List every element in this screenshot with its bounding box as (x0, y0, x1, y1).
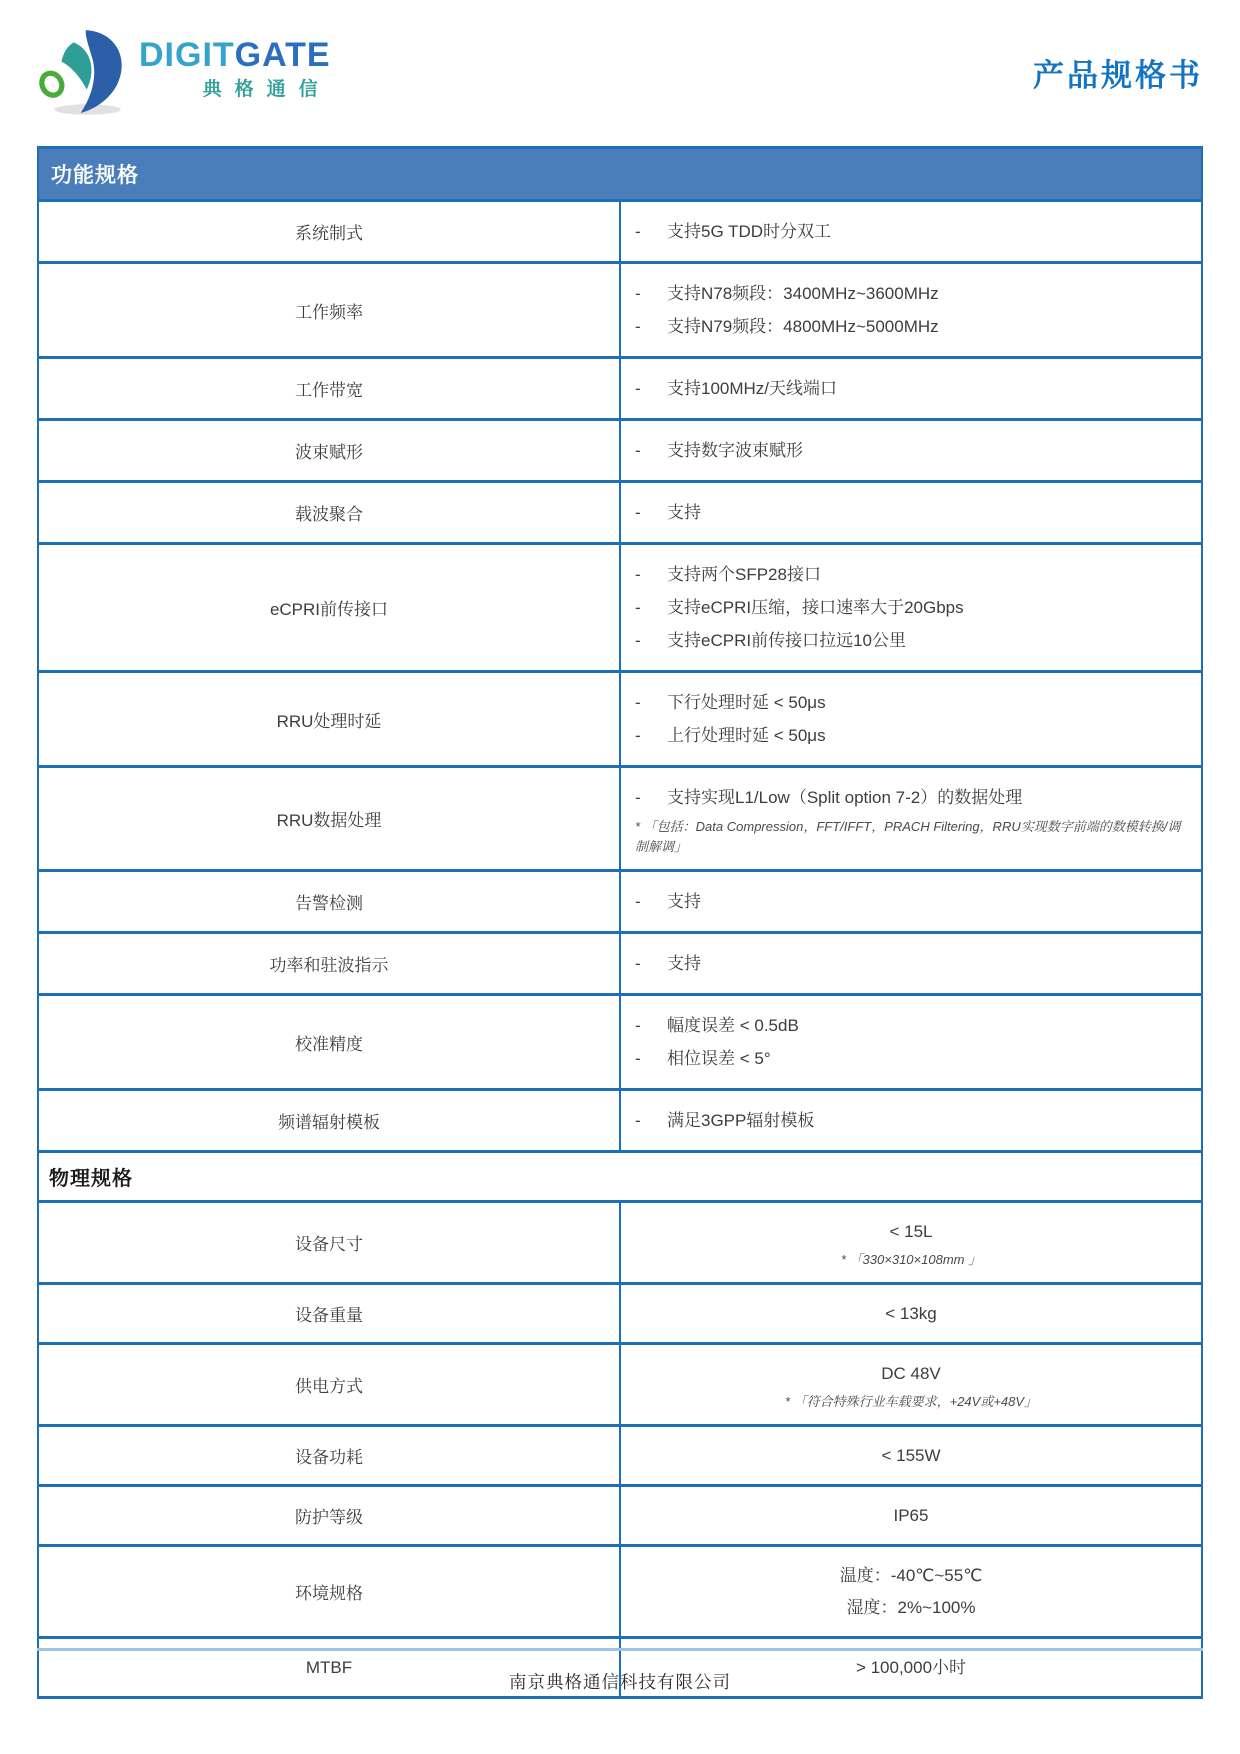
spec-item-text: 满足3GPP辐射模板 (667, 1111, 815, 1130)
spec-item (635, 689, 1187, 716)
spec-label: 供电方式 (38, 1344, 620, 1426)
spec-item-text: 支持两个SFP28接口 (667, 565, 821, 584)
spec-row (38, 995, 1202, 1090)
spec-value-cell (620, 1090, 1202, 1152)
bullet-dash: - (635, 788, 641, 807)
spec-item-text: 支持100MHz/天线端口 (667, 379, 838, 398)
spec-row (38, 201, 1202, 263)
bullet-dash: - (635, 441, 641, 460)
brand-name-secondary: GATE (234, 36, 331, 74)
bullet-dash: - (635, 1111, 641, 1130)
spec-value-cell (620, 1284, 1202, 1344)
functional-rows (38, 201, 1202, 1152)
spec-row (38, 1344, 1202, 1426)
spec-value-cell (620, 482, 1202, 544)
spec-row (38, 1090, 1202, 1152)
physical-section-title: 物理规格 (38, 1152, 1202, 1202)
spec-item-text: 支持 (667, 503, 701, 522)
bullet-dash: - (635, 565, 641, 584)
bullet-dash: - (635, 379, 641, 398)
spec-label: 告警检测 (38, 871, 620, 933)
spec-label: 设备尺寸 (38, 1202, 620, 1284)
spec-note: * 「包括：Data Compression，FFT/IFFT，PRACH Filtering，RRU实现数字前端的数模转换/调制解调」 (635, 819, 1181, 854)
spec-item-text: 相位误差 < 5° (667, 1049, 771, 1068)
spec-value-cell (620, 1344, 1202, 1426)
spec-value-cell (620, 358, 1202, 420)
spec-label: 校准精度 (38, 995, 620, 1090)
spec-item-text: 支持5G TDD时分双工 (667, 222, 832, 241)
spec-label: RRU处理时延 (38, 672, 620, 767)
bullet-dash: - (635, 1016, 641, 1035)
spec-value-cell (620, 871, 1202, 933)
spec-label: 功率和驻波指示 (38, 933, 620, 995)
bullet-dash: - (635, 317, 641, 336)
spec-item (635, 1045, 1187, 1072)
spec-item-text: 上行处理时延 < 50μs (667, 726, 826, 745)
spec-value-cell (620, 1426, 1202, 1486)
spec-value-text: DC 48V (881, 1364, 941, 1383)
bullet-dash: - (635, 892, 641, 911)
company-name: 南京典格通信科技有限公司 (509, 1672, 731, 1692)
bullet-dash: - (635, 693, 641, 712)
spec-row (38, 263, 1202, 358)
logo-swirl-icon (37, 28, 133, 116)
spec-label: 设备功耗 (38, 1426, 620, 1486)
spec-item (635, 722, 1187, 749)
spec-label: 工作频率 (38, 263, 620, 358)
spec-note: * 「符合特殊行业车载要求，+24V或+48V」 (784, 1394, 1038, 1409)
functional-section-header-row (38, 148, 1202, 201)
brand-name-primary: DIGIT (139, 36, 235, 74)
spec-row (38, 1546, 1202, 1638)
spec-item (635, 888, 1187, 915)
page-footer (37, 1648, 1203, 1694)
spec-value-cell (620, 201, 1202, 263)
spec-value-cell (620, 767, 1202, 871)
brand-name (139, 38, 331, 72)
spec-label: 载波聚合 (38, 482, 620, 544)
spec-item (635, 594, 1187, 621)
spec-value-cell (620, 420, 1202, 482)
spec-row (38, 871, 1202, 933)
spec-item-text: 支持 (667, 892, 701, 911)
spec-item (635, 280, 1187, 307)
spec-label: 频谱辐射模板 (38, 1090, 620, 1152)
spec-label: RRU数据处理 (38, 767, 620, 871)
bullet-dash: - (635, 222, 641, 241)
spec-row (38, 482, 1202, 544)
spec-value-cell (620, 544, 1202, 672)
bullet-dash: - (635, 503, 641, 522)
spec-label: eCPRI前传接口 (38, 544, 620, 672)
spec-value-text: < 13kg (885, 1304, 937, 1323)
spec-row (38, 420, 1202, 482)
spec-label: 环境规格 (38, 1546, 620, 1638)
spec-row (38, 544, 1202, 672)
spec-note: * 「330×310×108mm 」 (840, 1252, 982, 1267)
spec-item (635, 499, 1187, 526)
spec-label: 防护等级 (38, 1486, 620, 1546)
spec-item (635, 1012, 1187, 1039)
spec-item-text: 支持eCPRI前传接口拉远10公里 (667, 631, 906, 650)
spec-row (38, 1486, 1202, 1546)
spec-item (635, 1107, 1187, 1134)
spec-row (38, 767, 1202, 871)
spec-value-cell (620, 1486, 1202, 1546)
spec-value-text: < 155W (881, 1446, 941, 1465)
footer-divider (37, 1648, 1203, 1651)
functional-section-title: 功能规格 (38, 148, 1202, 201)
spec-item (635, 437, 1187, 464)
spec-value-text: 温度：-40℃~55℃ (839, 1566, 983, 1585)
spec-value-cell (620, 995, 1202, 1090)
spec-item (635, 313, 1187, 340)
spec-item-text: 支持N78频段：3400MHz~3600MHz (667, 284, 939, 303)
spec-item-text: 下行处理时延 < 50μs (667, 693, 826, 712)
bullet-dash: - (635, 1049, 641, 1068)
document-title: 产品规格书 (1033, 57, 1203, 93)
spec-table (37, 146, 1203, 1699)
spec-row (38, 1426, 1202, 1486)
spec-item (635, 627, 1187, 654)
spec-item (635, 950, 1187, 977)
page-header (37, 28, 1203, 116)
spec-value-cell (620, 263, 1202, 358)
physical-rows (38, 1202, 1202, 1698)
spec-value-cell (620, 933, 1202, 995)
spec-item (635, 218, 1187, 245)
spec-value-text: < 15L (889, 1222, 933, 1241)
spec-label: 工作带宽 (38, 358, 620, 420)
bullet-dash: - (635, 631, 641, 650)
brand-name-chinese: 典格通信 (202, 79, 331, 100)
spec-label: 设备重量 (38, 1284, 620, 1344)
bullet-dash: - (635, 598, 641, 617)
spec-item-text: 幅度误差 < 0.5dB (667, 1016, 799, 1035)
spec-value-text: 湿度：2%~100% (846, 1598, 976, 1617)
spec-item-text: 支持eCPRI压缩，接口速率大于20Gbps (667, 598, 964, 617)
bullet-dash: - (635, 284, 641, 303)
spec-value-cell (620, 1546, 1202, 1638)
spec-item-text: 支持实现L1/Low（Split option 7-2）的数据处理 (667, 788, 1023, 807)
spec-item (635, 375, 1187, 402)
logo-text (139, 38, 331, 99)
spec-label: MTBF (38, 1638, 620, 1698)
spec-row (38, 1284, 1202, 1344)
spec-row (38, 358, 1202, 420)
company-logo (37, 28, 331, 116)
spec-value-cell (620, 672, 1202, 767)
spec-item-text: 支持数字波束赋形 (667, 441, 803, 460)
spec-value-cell (620, 1202, 1202, 1284)
spec-item-text: 支持N79频段：4800MHz~5000MHz (667, 317, 939, 336)
spec-label: 系统制式 (38, 201, 620, 263)
spec-row (38, 1202, 1202, 1284)
spec-value-text: > 100,000小时 (855, 1658, 967, 1677)
spec-item (635, 561, 1187, 588)
spec-label: 波束赋形 (38, 420, 620, 482)
physical-section-header-row (38, 1152, 1202, 1202)
spec-item (635, 784, 1187, 811)
spec-row (38, 672, 1202, 767)
spec-item-text: 支持 (667, 954, 701, 973)
spec-row (38, 933, 1202, 995)
spec-value-text: IP65 (893, 1506, 929, 1525)
bullet-dash: - (635, 726, 641, 745)
bullet-dash: - (635, 954, 641, 973)
